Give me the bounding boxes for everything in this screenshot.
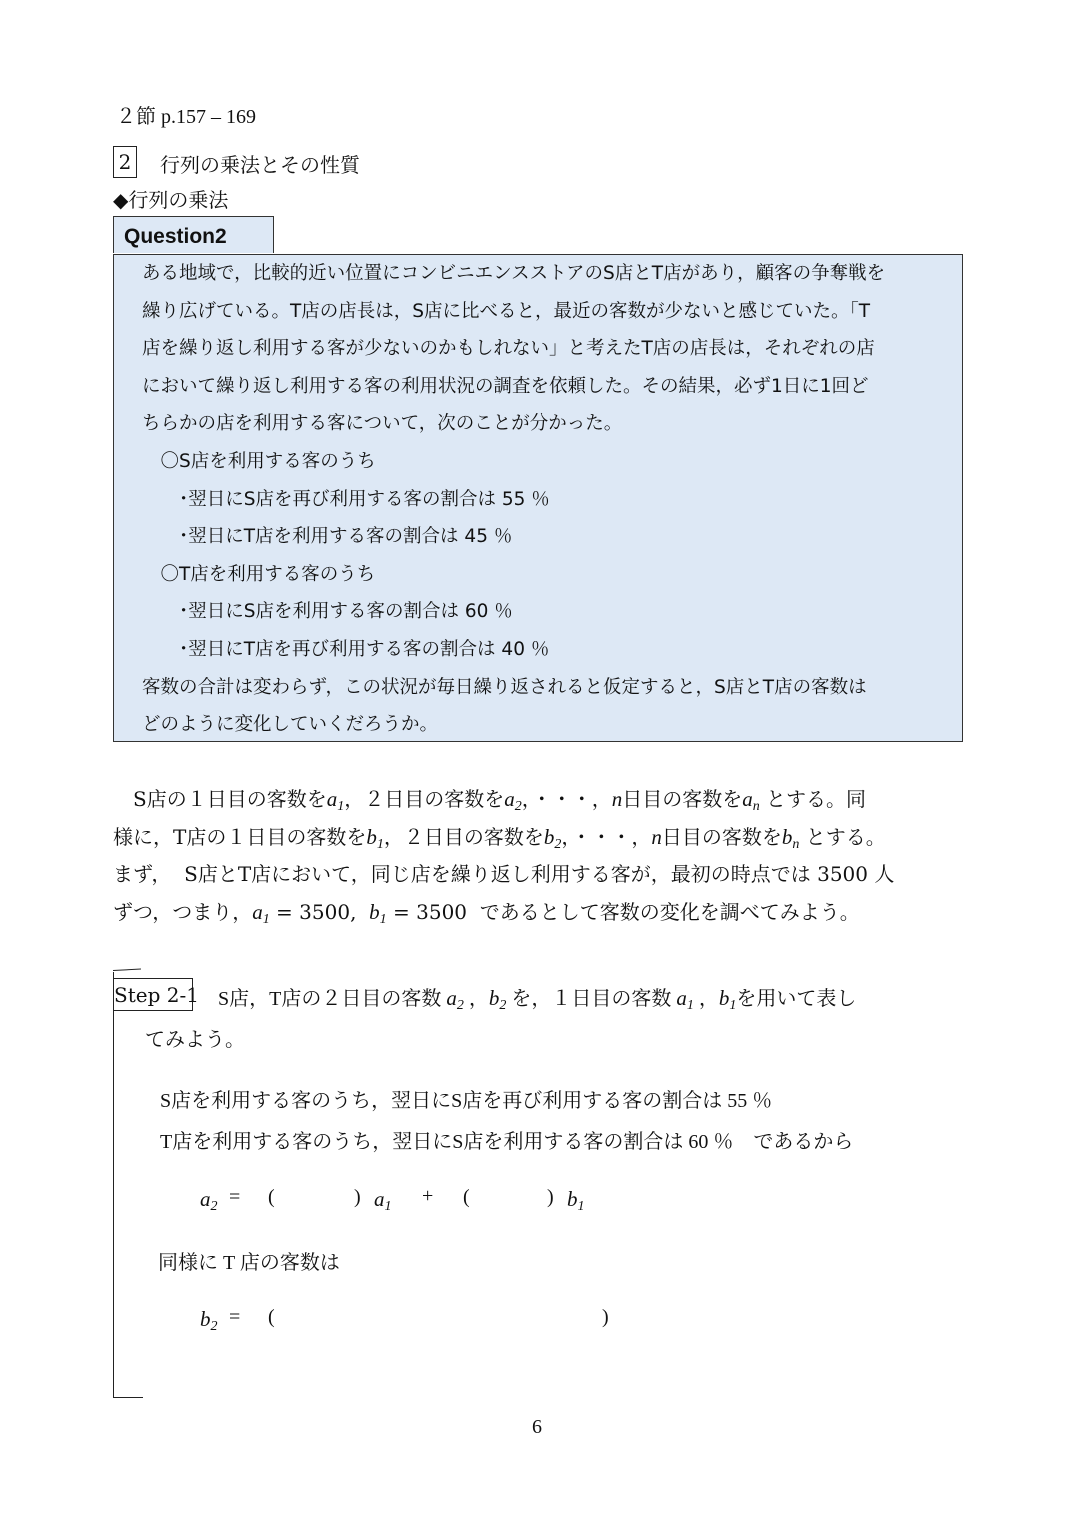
question-line: ･翌日にS店を利用する客の割合は 60 ％ [142,601,513,623]
fact-t-store: T店を利用する客のうち，翌日にS店を利用する客の割合は 60 ％ であるから [160,1131,854,1153]
text-segment: まず， S店とT店において，同じ店を繰り返し利用する客が，最初の時点では 3500 人 [113,862,895,887]
step-instruction [218,982,856,1011]
math-variable: n [651,824,662,849]
question-line: 客数の合計は変わらず，この状況が毎日繰り返されると仮定すると，S店とT店の客数は [142,676,867,698]
question-line: ･翌日にS店を再び利用する客の割合は 55 ％ [142,488,550,510]
math-variable: $a_n$ [742,787,760,814]
question-tab: Question2 [113,216,274,253]
paragraph-line [113,856,965,894]
text-segment: とする。同 [759,787,867,811]
text-segment: = 3500, [269,899,370,924]
text-segment: S店，T店の２日目の客数 [218,988,447,1010]
question-line: ある地域で，比較的近い位置にコンビニエンスストアのS店とT店があり，顧客の争奪戦を [142,263,886,284]
question-line: 店を繰り返し利用する客が少ないのかもしれない」と考えたT店の店長は，それぞれの店 [142,338,875,360]
text-segment: S店の１日目の客数を [113,787,327,811]
paragraph-line [113,781,965,819]
question-box [113,254,963,742]
text-segment: ずつ，つまり， [113,899,253,924]
question-line: 繰り広げている。T店の店長は，S店に比べると，最近の客数が少ないと感じていた。「T [142,300,871,322]
blank-close: ) [354,1186,361,1208]
eq-a1: $a_1$ [374,1187,392,1214]
text-segment: 日目の客数を [661,824,782,849]
text-segment: とする。 [799,824,886,849]
blank-close: ) [602,1306,609,1328]
math-variable: $a_2$ [504,787,522,814]
question-line: ちらかの店を利用する客について，次のことが分かった。 [142,413,623,435]
page-number: 6 [532,1416,542,1438]
plus-sign: + [422,1185,434,1207]
eq-b2-lhs: $b_2$ [200,1307,218,1334]
blank-open: ( [463,1186,470,1208]
eq-a2-lhs: $a_2$ [200,1187,218,1214]
math-variable: $b_1$ [718,986,737,1013]
text-segment: ，２日目の客数を [344,787,505,811]
text-segment: ， [693,988,719,1010]
answer-blank-3[interactable] [282,1304,598,1334]
text-segment: ，２日目の客数を [383,824,544,849]
text-segment: を，１日目の客数 [506,988,677,1010]
text-segment: ，・・・， [561,824,652,849]
math-variable: $a_1$ [676,986,694,1013]
similarly-text: 同様に T 店の客数は [158,1252,340,1274]
question-line: 〇S店を利用する客のうち [142,450,376,472]
intro-paragraph [113,781,965,931]
step-instruction-cont: てみよう。 [145,1029,245,1051]
section-number-box: 2 [113,146,137,178]
blank-open: ( [268,1306,275,1328]
question-line: ･翌日にT店を利用する客の割合は 45 ％ [142,526,513,548]
blank-open: ( [268,1186,275,1208]
question-line: 〇T店を利用する客のうち [142,563,376,585]
text-segment: を用いて表し [736,988,857,1010]
text-segment: 様に，T店の１日目の客数を [113,824,367,849]
equals-sign: = [229,1306,241,1328]
paragraph-line [113,894,965,932]
step-label: Step 2-1 [113,978,193,1011]
math-variable: $a_1$ [326,787,345,814]
subsection-title: ◆行列の乗法 [113,190,229,212]
math-variable: $b_1$ [369,899,387,927]
math-variable: $a_2$ [446,986,464,1013]
paragraph-line [113,819,965,857]
text-segment: ， [463,988,489,1010]
section-reference: ２節 p.157 – 169 [116,106,256,128]
math-variable: $b_2$ [543,824,562,852]
answer-blank-2[interactable] [477,1184,545,1214]
text-segment: ，・・・， [521,787,612,811]
fact-s-store: S店を利用する客のうち，翌日にS店を再び利用する客の割合は 55 ％ [160,1090,773,1112]
step-bracket-top [113,969,141,971]
math-variable: $b_1$ [366,824,384,852]
question-line: どのように変化していくだろうか。 [142,714,439,736]
equals-sign: = [229,1186,241,1208]
eq-b1: $b_1$ [567,1187,585,1214]
answer-blank-1[interactable] [282,1184,350,1214]
step-bracket-bottom [113,1397,143,1398]
question-line: において繰り返し利用する客の利用状況の調査を依頼した。その結果，必ず1日に1回ど [142,375,869,397]
math-variable: n [611,787,623,811]
math-variable: $a_1$ [252,899,270,927]
section-title: 行列の乗法とその性質 [160,155,360,177]
math-variable: $b_2$ [488,986,507,1013]
text-segment: = 3500 であるとして客数の変化を調べてみよう。 [386,899,860,924]
blank-close: ) [547,1186,554,1208]
text-segment: 日目の客数を [622,787,743,811]
question-line: ･翌日にT店を再び利用する客の割合は 40 ％ [142,638,550,660]
math-variable: $b_n$ [781,824,800,852]
step-bracket-line [113,972,114,1398]
